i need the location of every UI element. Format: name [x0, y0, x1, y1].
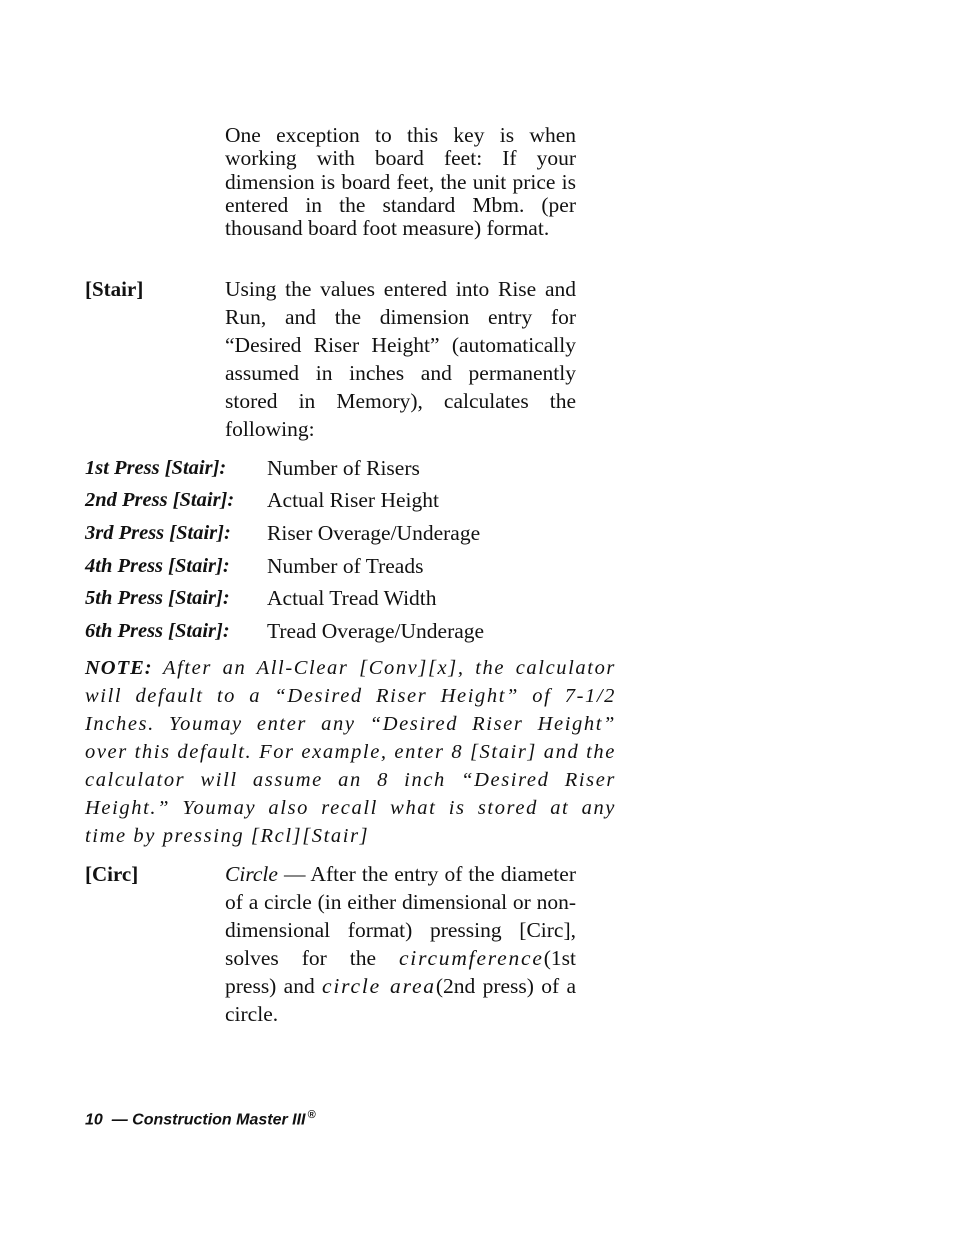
circumference-term: circumference — [398, 946, 544, 970]
circ-text-3: (2nd press) of a circle. — [225, 974, 576, 1026]
press-row — [85, 485, 484, 518]
note-paragraph — [85, 654, 616, 850]
note-label: NOTE: — [85, 657, 153, 679]
circle-area-term: circle area — [322, 974, 436, 998]
press-value: Number of Treads — [267, 553, 424, 578]
press-value: Riser Overage/Underage — [267, 520, 481, 545]
circ-key-term: [Circ] — [85, 862, 139, 886]
press-value: Actual Tread Width — [267, 586, 437, 611]
press-value: Number of Risers — [267, 455, 420, 480]
press-row — [85, 550, 484, 583]
circ-description — [225, 860, 576, 1028]
press-row — [85, 452, 484, 485]
circle-word: Circle — [225, 862, 278, 886]
stair-description: Using the values entered into Rise and Run, and the dimension entry for “Desired Riser Height” (automatically assumed in inches and permanently stored in Memory), calculates the following: — [225, 277, 576, 441]
press-row — [85, 517, 484, 550]
press-label: 3rd Press [Stair]: — [85, 521, 231, 544]
press-label: 4th Press [Stair]: — [85, 554, 230, 577]
registered-mark: ® — [307, 1109, 316, 1121]
press-value: Actual Riser Height — [267, 488, 439, 513]
footer-title: — Construction Master III — [111, 1111, 306, 1129]
stair-press-list — [85, 452, 484, 648]
circ-text-1: — After the entry of the diameter of a circle (in either dimensional or non-dimensional format) pressing [Circ], solves for the — [225, 862, 576, 970]
press-row — [85, 582, 484, 615]
press-label: 2nd Press [Stair]: — [85, 489, 235, 512]
page-number: 10 — [85, 1111, 103, 1129]
circ-text-2: (1st press) and — [225, 946, 576, 998]
page-footer — [85, 1109, 316, 1129]
press-label: 1st Press [Stair]: — [85, 456, 227, 479]
stair-key-term: [Stair] — [85, 277, 144, 301]
press-row — [85, 615, 484, 648]
press-label: 6th Press [Stair]: — [85, 619, 230, 642]
press-value: Tread Overage/Underage — [267, 618, 485, 643]
intro-paragraph: One exception to this key is when working with board feet: If your dimension is board feet, the unit price is entered in the standard Mbm. (per thousand board foot measure) format. — [225, 123, 576, 241]
note-text: After an All-Clear [Conv][x], the calculator will default to a “Desired Riser Height” of 7-1/2 Inches. Youmay enter any “Desired Riser Height” over this default. For example, enter 8 [Stair] and the calculator will assume an 8 inch “Desired Riser Height.” Youmay also recall what is stored at any time by pressing [Rcl][Stair] — [85, 657, 616, 847]
press-label: 5th Press [Stair]: — [85, 587, 230, 610]
